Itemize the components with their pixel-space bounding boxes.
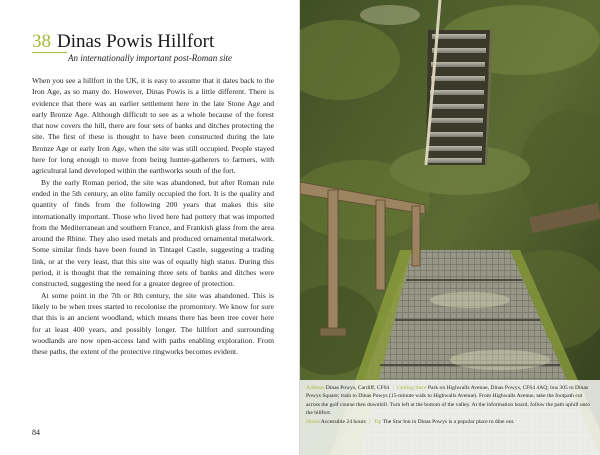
tip-value: The Star Inn in Dinas Powys is a popular place to dine out. <box>382 418 515 425</box>
address-label: Address <box>306 385 325 391</box>
paragraph: When you see a hillfort in the UK, it is easy to assume that it dates back to the Iron Age, as so many do. However, Dinas Powis is a little different. There is evidence that there was an earlier settlement here in the late Stone Age and early Bronze Age. Although difficult to see as a whole because of the forest that now covers the hill, there are four sets of banks and ditches protecting the site. The first of these is thought to have been constructed during the late Bronze Age or early Iron Age, when the site was still occupied. People stayed here for long enough to move from being hunter-gatherers to farmers, with agricultural land developed within the earthworks south of the fort. <box>32 76 274 176</box>
chapter-subtitle: An internationally important post-Roman site <box>68 53 232 63</box>
body-text <box>32 75 274 357</box>
chapter-title: Dinas Powis Hillfort <box>57 31 215 52</box>
paragraph: At some point in the 7th or 8th century, the site was abandoned. This is likely to be when trees started to recolonise the promontory. We know for sure that this is an ancient woodland, which means there has been tree cover here for at least 400 years, and possibly longer. The hillfort and surrounding woodlands are now open-access land with paths enabling exploration. From these paths, the extent of the protective ringworks becomes evident. <box>32 290 274 357</box>
chapter-heading <box>32 31 292 53</box>
hours-label: Hours <box>306 418 320 425</box>
separator: | <box>392 385 394 391</box>
heading-rule <box>32 52 67 53</box>
address-value: Dinas Powys, Cardiff, CF64 <box>325 385 390 391</box>
right-page <box>300 0 600 455</box>
tip-label: Tip <box>373 418 382 425</box>
getting-there-label: Getting there <box>397 385 427 391</box>
info-text <box>306 384 594 426</box>
getting-there-value: Park on Highwalls Avenue, Dinas Powys, CF64 4AQ; bus 305 to Dinas Powys Square; train to Dinas Powys (15-minute walk to Highwalls Avenue). From Highwalls Avenue, take the footpath cut across the golf course then downhill. Turn left at the bottom of the valley. At the information board, follow the path uphill onto the hillfort. <box>306 385 590 417</box>
separator: | <box>369 418 371 425</box>
chapter-number: 38 <box>32 31 51 52</box>
hours-value: Accessible 24 hours <box>320 418 366 425</box>
page-number: 84 <box>32 428 40 437</box>
paragraph: By the early Roman period, the site was abandoned, but after Roman rule ended in the 5th century, an elite family occupied the fort. It is the quality and quantity of finds from the following 200 years that makes this site internationally important. Those who lived here had pottery that was imported from the Mediterranean and southern France, and Frankish glass from the area around the Rhine. They also used metals and produced ornamental metalwork. Some similar finds have been found in Tintagel Castle, suggesting a trading link, or at the very least, that this site was of equally high status. During this period, it is thought that the remaining three sets of banks and ditches were constructed, suggesting the need for a greater degree of protection. <box>32 177 274 289</box>
